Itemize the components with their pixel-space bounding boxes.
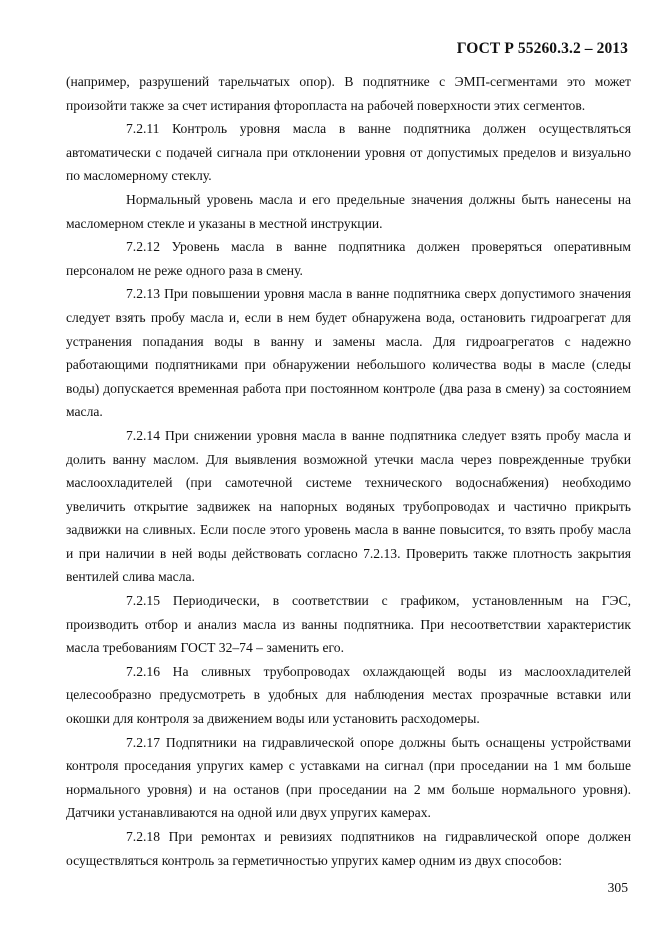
paragraph-7-2-12: 7.2.12 Уровень масла в ванне подпятника должен проверяться оперативным персоналом не реже одного раза в смену. — [66, 239, 631, 278]
paragraph-oil-level-note: Нормальный уровень масла и его предельные значения должны быть нанесены на масломерном стекле и указаны в местной инструкции. — [66, 191, 631, 231]
paragraph-7-2-17: 7.2.17 Подпятники на гидравлической опоре должны быть оснащены устройствами контроля проседания упругих камер с уставками на сигнал (при проседании на 1 мм больше нормального уровня) и на останов (при проседании на 2 мм больше нормального уровня). Датчики устанавливаются на одной или двух упругих камерах. — [66, 734, 631, 821]
paragraph-7-2-16: 7.2.16 На сливных трубопроводах охлаждающей воды из маслоохладителей целесообразно предусмотреть в удобных для наблюдения местах прозрачные вставки или окошки для контроля за движением воды или установить расходомеры. — [66, 663, 631, 727]
page-number: 305 — [607, 880, 628, 895]
paragraph-7-2-13: 7.2.13 При повышении уровня масла в ванне подпятника сверх допустимого значения следует взять пробу масла и, если в нем будет обнаружена вода, остановить гидроагрегат для устранения попадания воды в ванну и замены масла. Для гидроагрегатов с надежно работающими подпятниками при обнаружении небольшого количества воды в масле (следы воды) допускается временная работа при постоянном контроле (два раза в смену) за состоянием масла. — [66, 286, 631, 420]
paragraph-7-2-18: 7.2.18 При ремонтах и ревизиях подпятников на гидравлической опоре должен осуществляться контроль за герметичностью упругих камер одним из двух способов: — [66, 829, 631, 868]
document-header: ГОСТ Р 55260.3.2 – 2013 — [456, 40, 628, 57]
paragraph-7-2-11: 7.2.11 Контроль уровня масла в ванне подпятника должен осуществляться автоматически с подачей сигнала при отклонении уровня от допустимых пределов и визуально по масломерному стеклу. — [66, 121, 631, 184]
document-body — [66, 70, 631, 872]
paragraph-7-2-14: 7.2.14 При снижении уровня масла в ванне подпятника следует взять пробу масла и долить ванну маслом. Для выявления возможной утечки масла через поврежденные трубки маслоохладителей (при самотечной системе технического водоснабжения) необходимо увеличить открытие задвижек на напорных водяных трубопроводах и частично прикрыть задвижки на сливных. Если после этого уровень масла в ванне повысится, то взять пробу масла и при наличии в ней воды действовать согласно 7.2.13. Проверить также плотность закрытия вентилей слива масла. — [66, 427, 631, 585]
paragraph-continuation: (например, разрушений тарельчатых опор). В подпятнике с ЭМП-сегментами это может произойти также за счет истирания фторопласта на рабочей поверхности этих сегментов. — [66, 74, 631, 113]
paragraph-7-2-15: 7.2.15 Периодически, в соответствии с графиком, установленным на ГЭС, производить отбор и анализ масла из ванны подпятника. При несоответствии характеристик масла требованиям ГОСТ 32–74 – заменить его. — [66, 593, 631, 656]
